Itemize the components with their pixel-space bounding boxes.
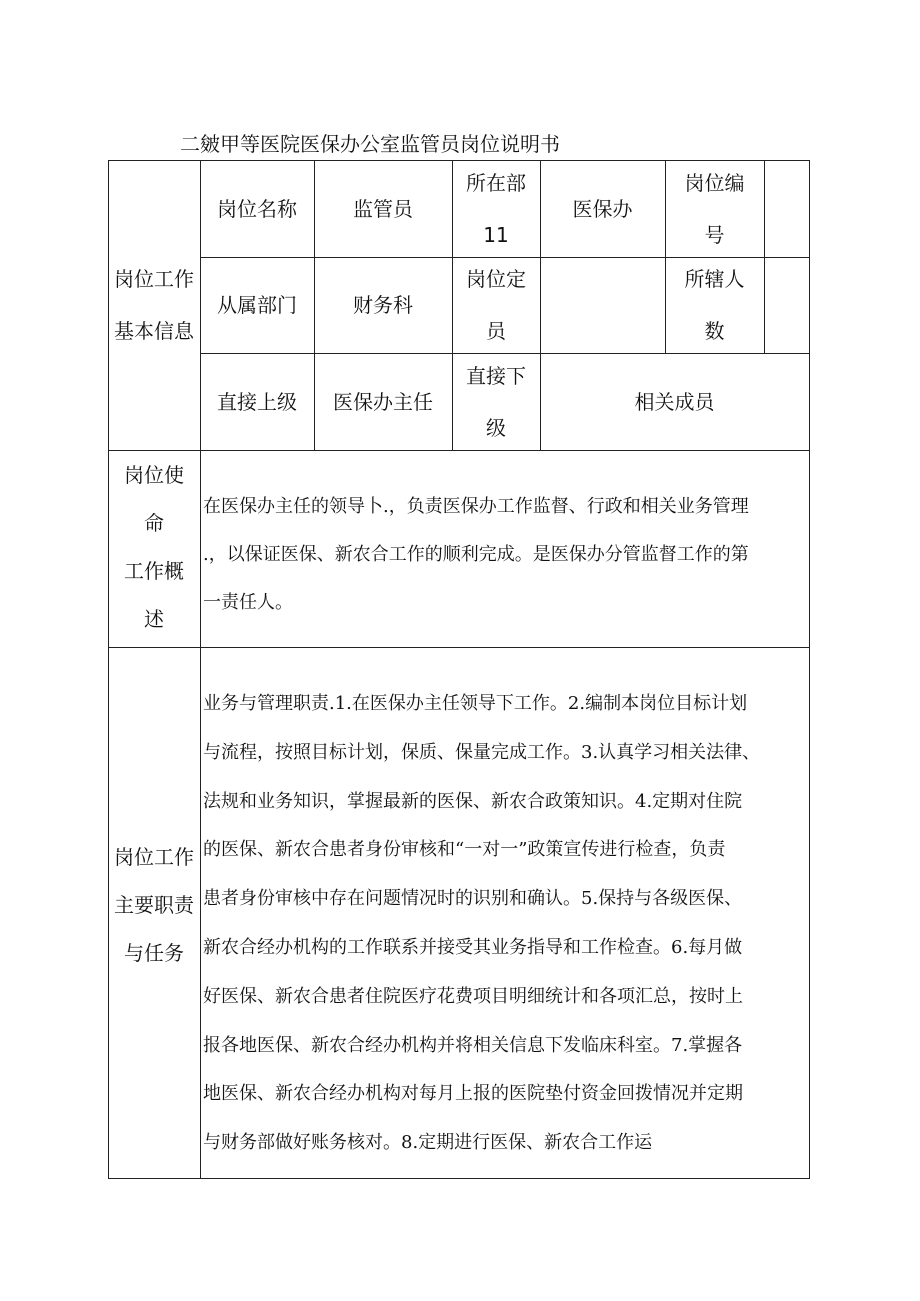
mission-label-line: 命: [144, 511, 164, 535]
duties-text-line: 好医保、新农合患者住院医疗花费项目明细统计和各项汇总，按时上: [203, 985, 743, 1007]
affiliated-dept-label-text: 从属部门: [217, 293, 297, 317]
department-label-line: 11: [483, 222, 509, 247]
affiliated-dept-value: [314, 257, 452, 353]
direct-superior-value: [314, 353, 452, 450]
duties-text-line: 法规和业务知识，掌握最新的医保、新农合政策知识。4.定期对住院: [203, 790, 743, 812]
duties-text-line: 业务与管理职责.1.在医保办主任领导下工作。2.编制本岗位目标计划: [203, 693, 748, 714]
duties-text-line: 患者身份审核中存在问题情况时的识别和确认。5.保持与各级医保、: [203, 888, 743, 910]
post-quota-label-line: 员: [486, 319, 506, 343]
post-code-value: [764, 160, 809, 257]
mission-text-line: 一责任人。: [203, 592, 293, 613]
mission-label-line: 岗位使: [124, 463, 184, 487]
post-code-label: [665, 160, 764, 257]
department-value: [540, 160, 665, 257]
duties-text: [203, 680, 809, 1168]
basic-info-section-label: [108, 160, 200, 450]
direct-subordinate-value: [540, 353, 809, 450]
affiliated-dept-value-text: 财务科: [353, 293, 413, 317]
duties-text-line: 的医保、新农合患者身份审核和“一对一”政策宣传进行检查，负责: [203, 839, 726, 861]
affiliated-dept-label: [200, 257, 314, 353]
post-code-label-line: 岗位编: [684, 170, 745, 195]
direct-subordinate-label: [452, 353, 540, 450]
subordinate-count-label-line: 所辖人: [684, 267, 745, 291]
duties-label-line: 主要职责: [114, 893, 194, 917]
subordinate-count-label: [665, 257, 764, 353]
post-name-value-text: 监管员: [353, 196, 413, 221]
post-name-label: [200, 160, 314, 257]
mission-label-line: 述: [144, 607, 164, 631]
post-name-label-text: 岗位名称: [217, 196, 297, 221]
table-border-bottom: [108, 1178, 810, 1179]
post-quota-value: [540, 257, 665, 353]
direct-superior-value-text: 医保办主任: [333, 389, 433, 414]
mission-text-line: 在医保办主任的领导卜.，负责医保办工作监督、行政和相关业务管理: [203, 496, 749, 517]
section-divider: [108, 450, 810, 451]
duties-label-line: 岗位工作: [114, 845, 194, 869]
duties-text-line: 与财务部做好账务核对。8.定期进行医保、新农合工作运: [203, 1132, 653, 1154]
mission-section-label: [108, 451, 200, 647]
mission-text-line: .，以保证医保、新农合工作的顺利完成。是医保办分管监督工作的第: [203, 544, 749, 565]
mission-label-line: 工作概: [124, 559, 184, 583]
direct-subordinate-value-text: 相关成员: [634, 389, 715, 414]
duties-text-line: 新农合经办机构的工作联系并接受其业务指导和工作检查。6.每月做: [203, 936, 743, 958]
direct-superior-label: [200, 353, 314, 450]
post-code-label-line: 号: [704, 222, 725, 247]
subordinate-count-value: [764, 257, 809, 353]
post-name-value: [314, 160, 452, 257]
table-border-right: [809, 160, 810, 1179]
section-divider: [108, 647, 810, 648]
mission-text: [203, 483, 809, 627]
duties-text-line: 地医保、新农合经办机构对每月上报的医院垫付资金回拨情况并定期: [203, 1083, 743, 1105]
duties-text-line: 报各地医保、新农合经办机构并将相关信息下发临床科室。7.掌握各: [203, 1034, 743, 1056]
duties-text-line: 与流程，按照目标计划，保质、保量完成工作。3.认真学习相关法律、: [203, 741, 761, 763]
department-label-line: 所在部: [466, 170, 526, 195]
page-title: 二皴甲等医院医保办公室监管员岗位说明书: [180, 132, 560, 156]
post-quota-label: [452, 257, 540, 353]
duties-section-label: [108, 830, 200, 980]
basic-info-label-line: 岗位工作: [114, 267, 194, 291]
direct-subordinate-label-line: 级: [486, 415, 506, 440]
subordinate-count-label-line: 数: [704, 319, 725, 343]
basic-info-label-line: 基本信息: [114, 319, 194, 343]
department-value-text: 医保办: [572, 196, 633, 221]
department-label: [452, 160, 540, 257]
direct-subordinate-label-line: 直接下: [466, 363, 526, 388]
direct-superior-label-text: 直接上级: [217, 389, 297, 414]
post-quota-label-line: 岗位定: [466, 267, 526, 291]
duties-label-line: 与任务: [124, 941, 184, 965]
